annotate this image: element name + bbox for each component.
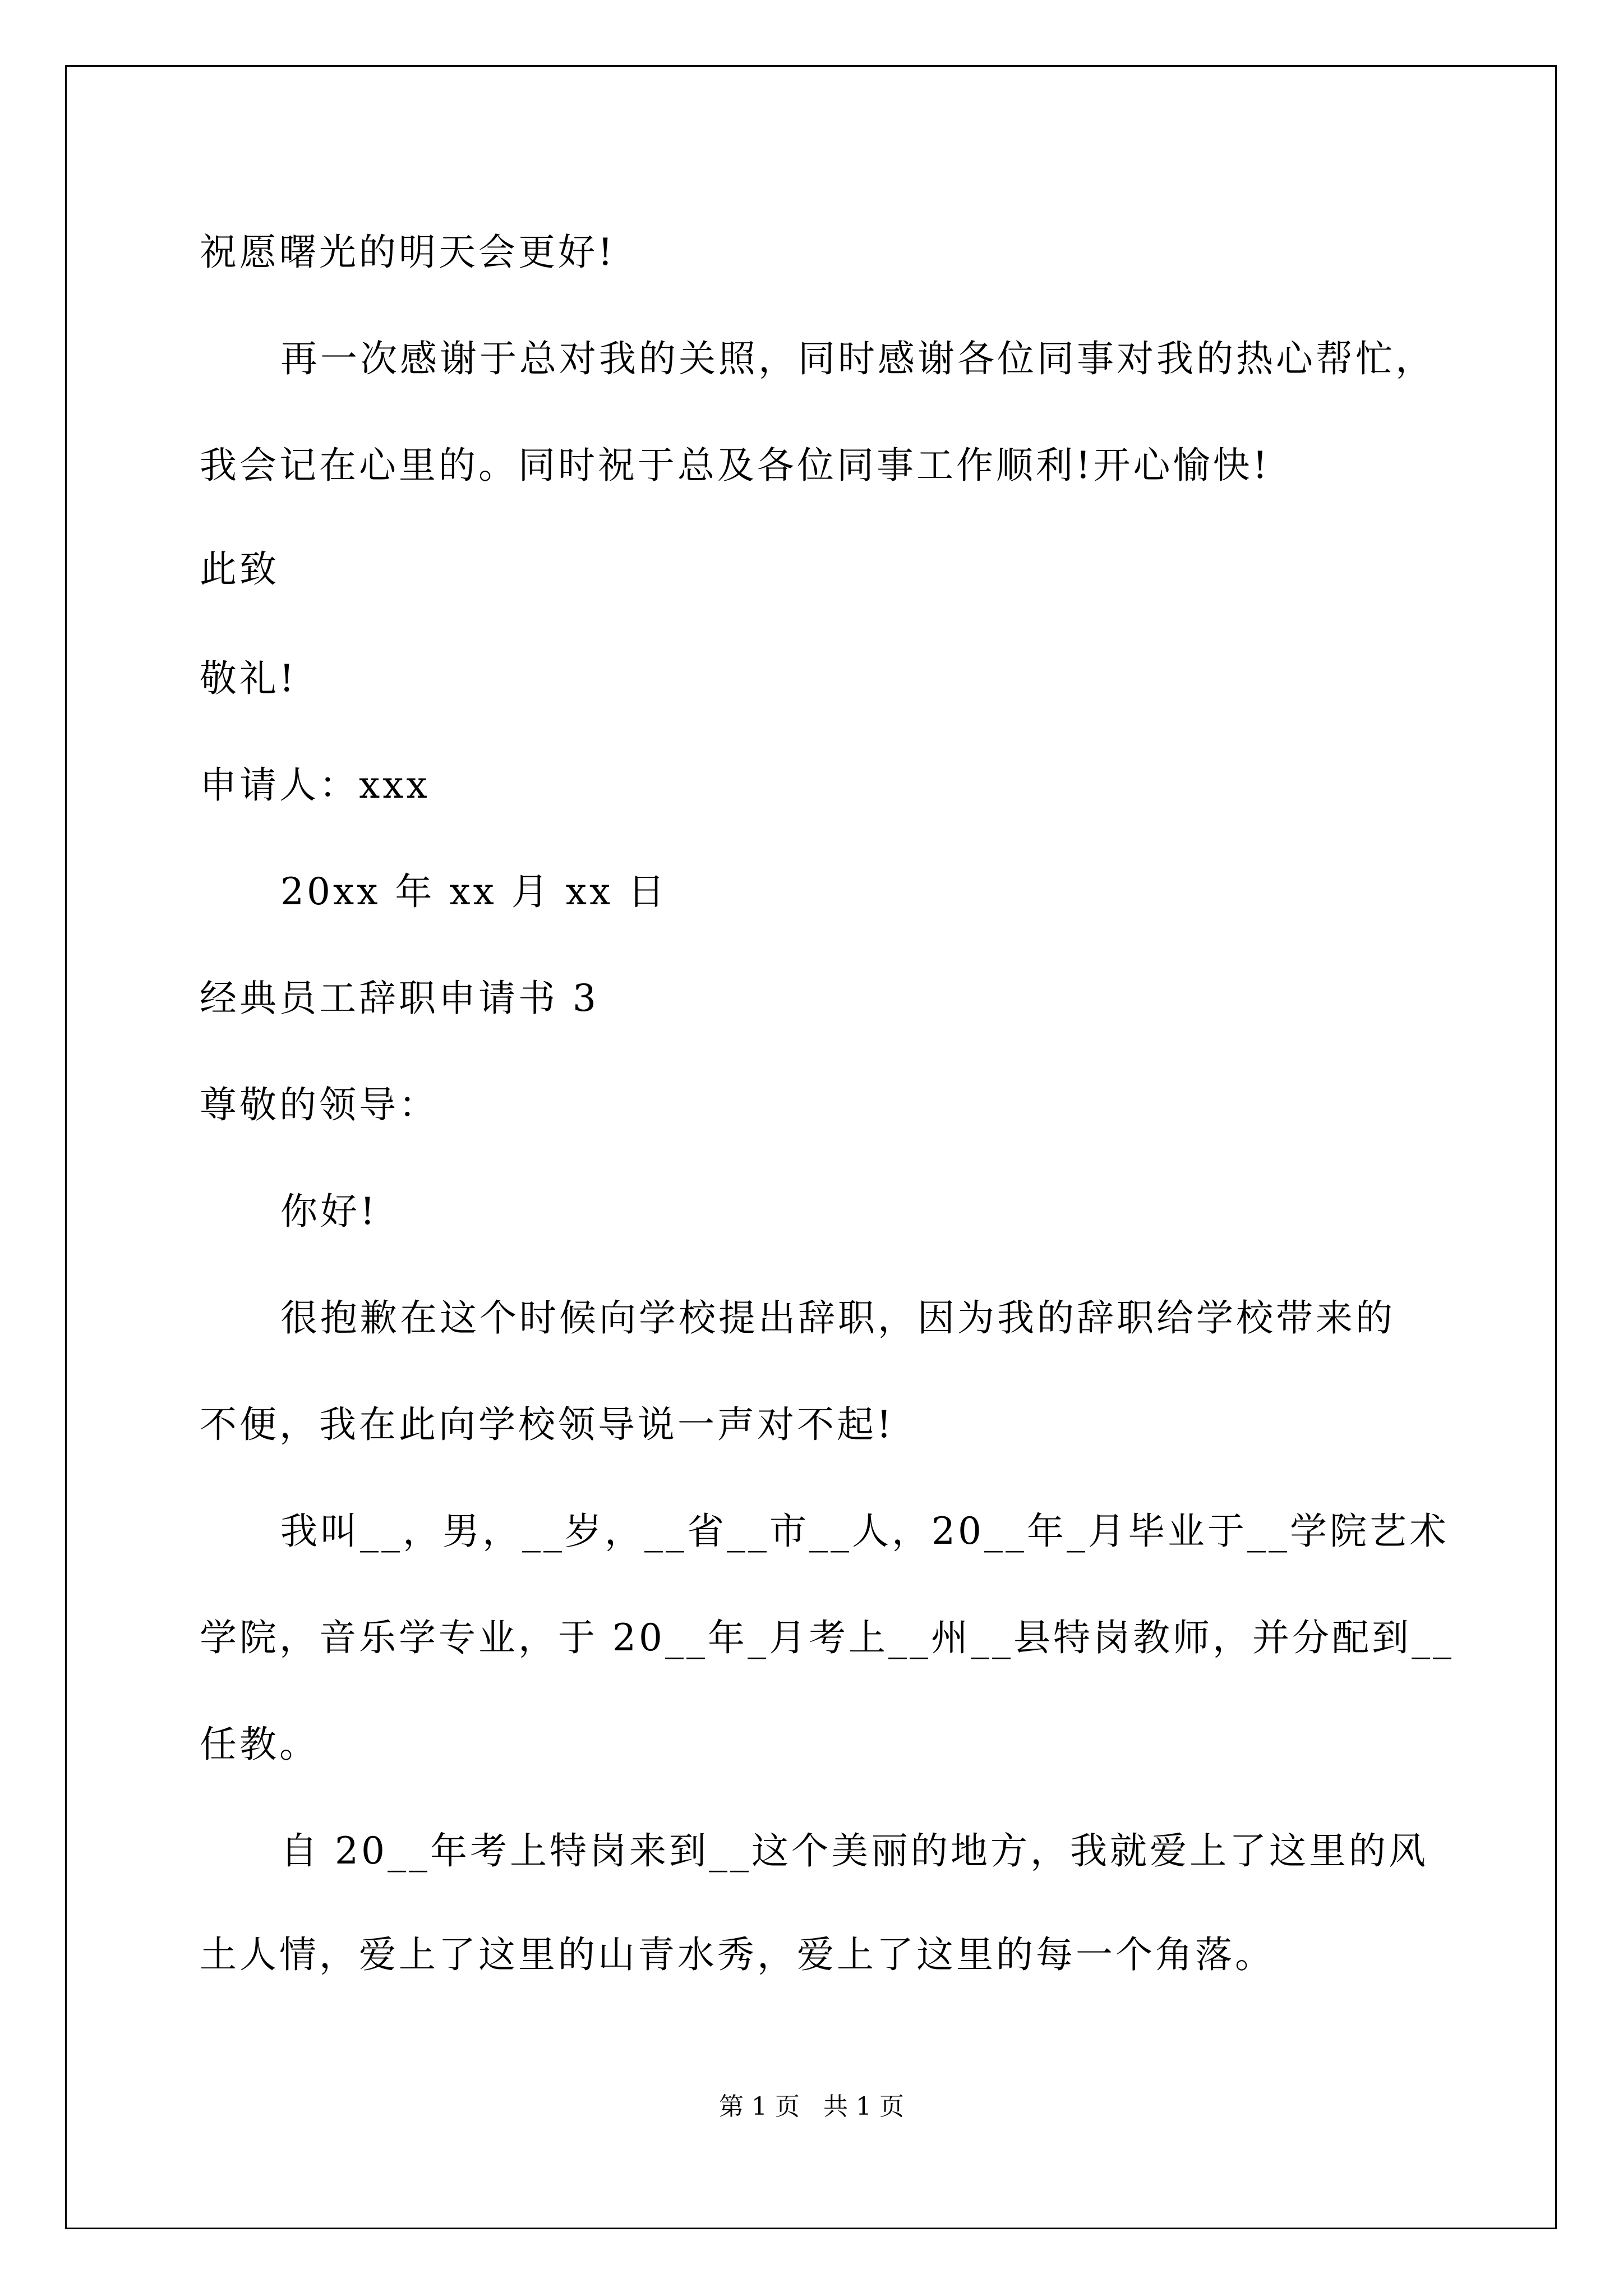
text-line: 不便，我在此向学校领导说一声对不起! bbox=[200, 1403, 895, 1446]
greeting-recipient: 尊敬的领导： bbox=[200, 1083, 439, 1126]
text-line: 自 20__年考上特岗来到__这个美丽的地方，我就爱上了这里的风 bbox=[280, 1829, 1428, 1872]
text-line: 我会记在心里的。同时祝于总及各位同事工作顺利!开心愉快! bbox=[200, 444, 1271, 487]
page-footer: 第 1 页 共 1 页 bbox=[719, 2092, 904, 2121]
salutation-regards: 敬礼! bbox=[200, 657, 297, 700]
section-heading: 经典员工辞职申请书 3 bbox=[200, 977, 599, 1020]
greeting-hello: 你好! bbox=[280, 1190, 378, 1233]
text-line: 很抱歉在这个时候向学校提出辞职，因为我的辞职给学校带来的 bbox=[280, 1296, 1395, 1340]
text-line: 土人情，爱上了这里的山青水秀，爱上了这里的每一个角落。 bbox=[200, 1933, 1275, 1976]
page-border bbox=[65, 65, 1557, 2229]
text-line: 再一次感谢于总对我的关照，同时感谢各位同事对我的热心帮忙， bbox=[280, 337, 1435, 380]
text-line: 学院，音乐学专业，于 20__年_月考上__州__县特岗教师，并分配到__ bbox=[200, 1616, 1454, 1659]
text-line: 祝愿曙光的明天会更好! bbox=[200, 231, 616, 274]
salutation-closing: 此致 bbox=[200, 547, 279, 591]
text-line: 我叫__，男，__岁，__省__市__人，20__年_月毕业于__学院艺术 bbox=[280, 1510, 1449, 1553]
date-line: 20xx 年 xx 月 xx 日 bbox=[280, 870, 668, 913]
text-line: 任教。 bbox=[200, 1723, 319, 1766]
applicant-line: 申请人：xxx bbox=[200, 763, 430, 807]
